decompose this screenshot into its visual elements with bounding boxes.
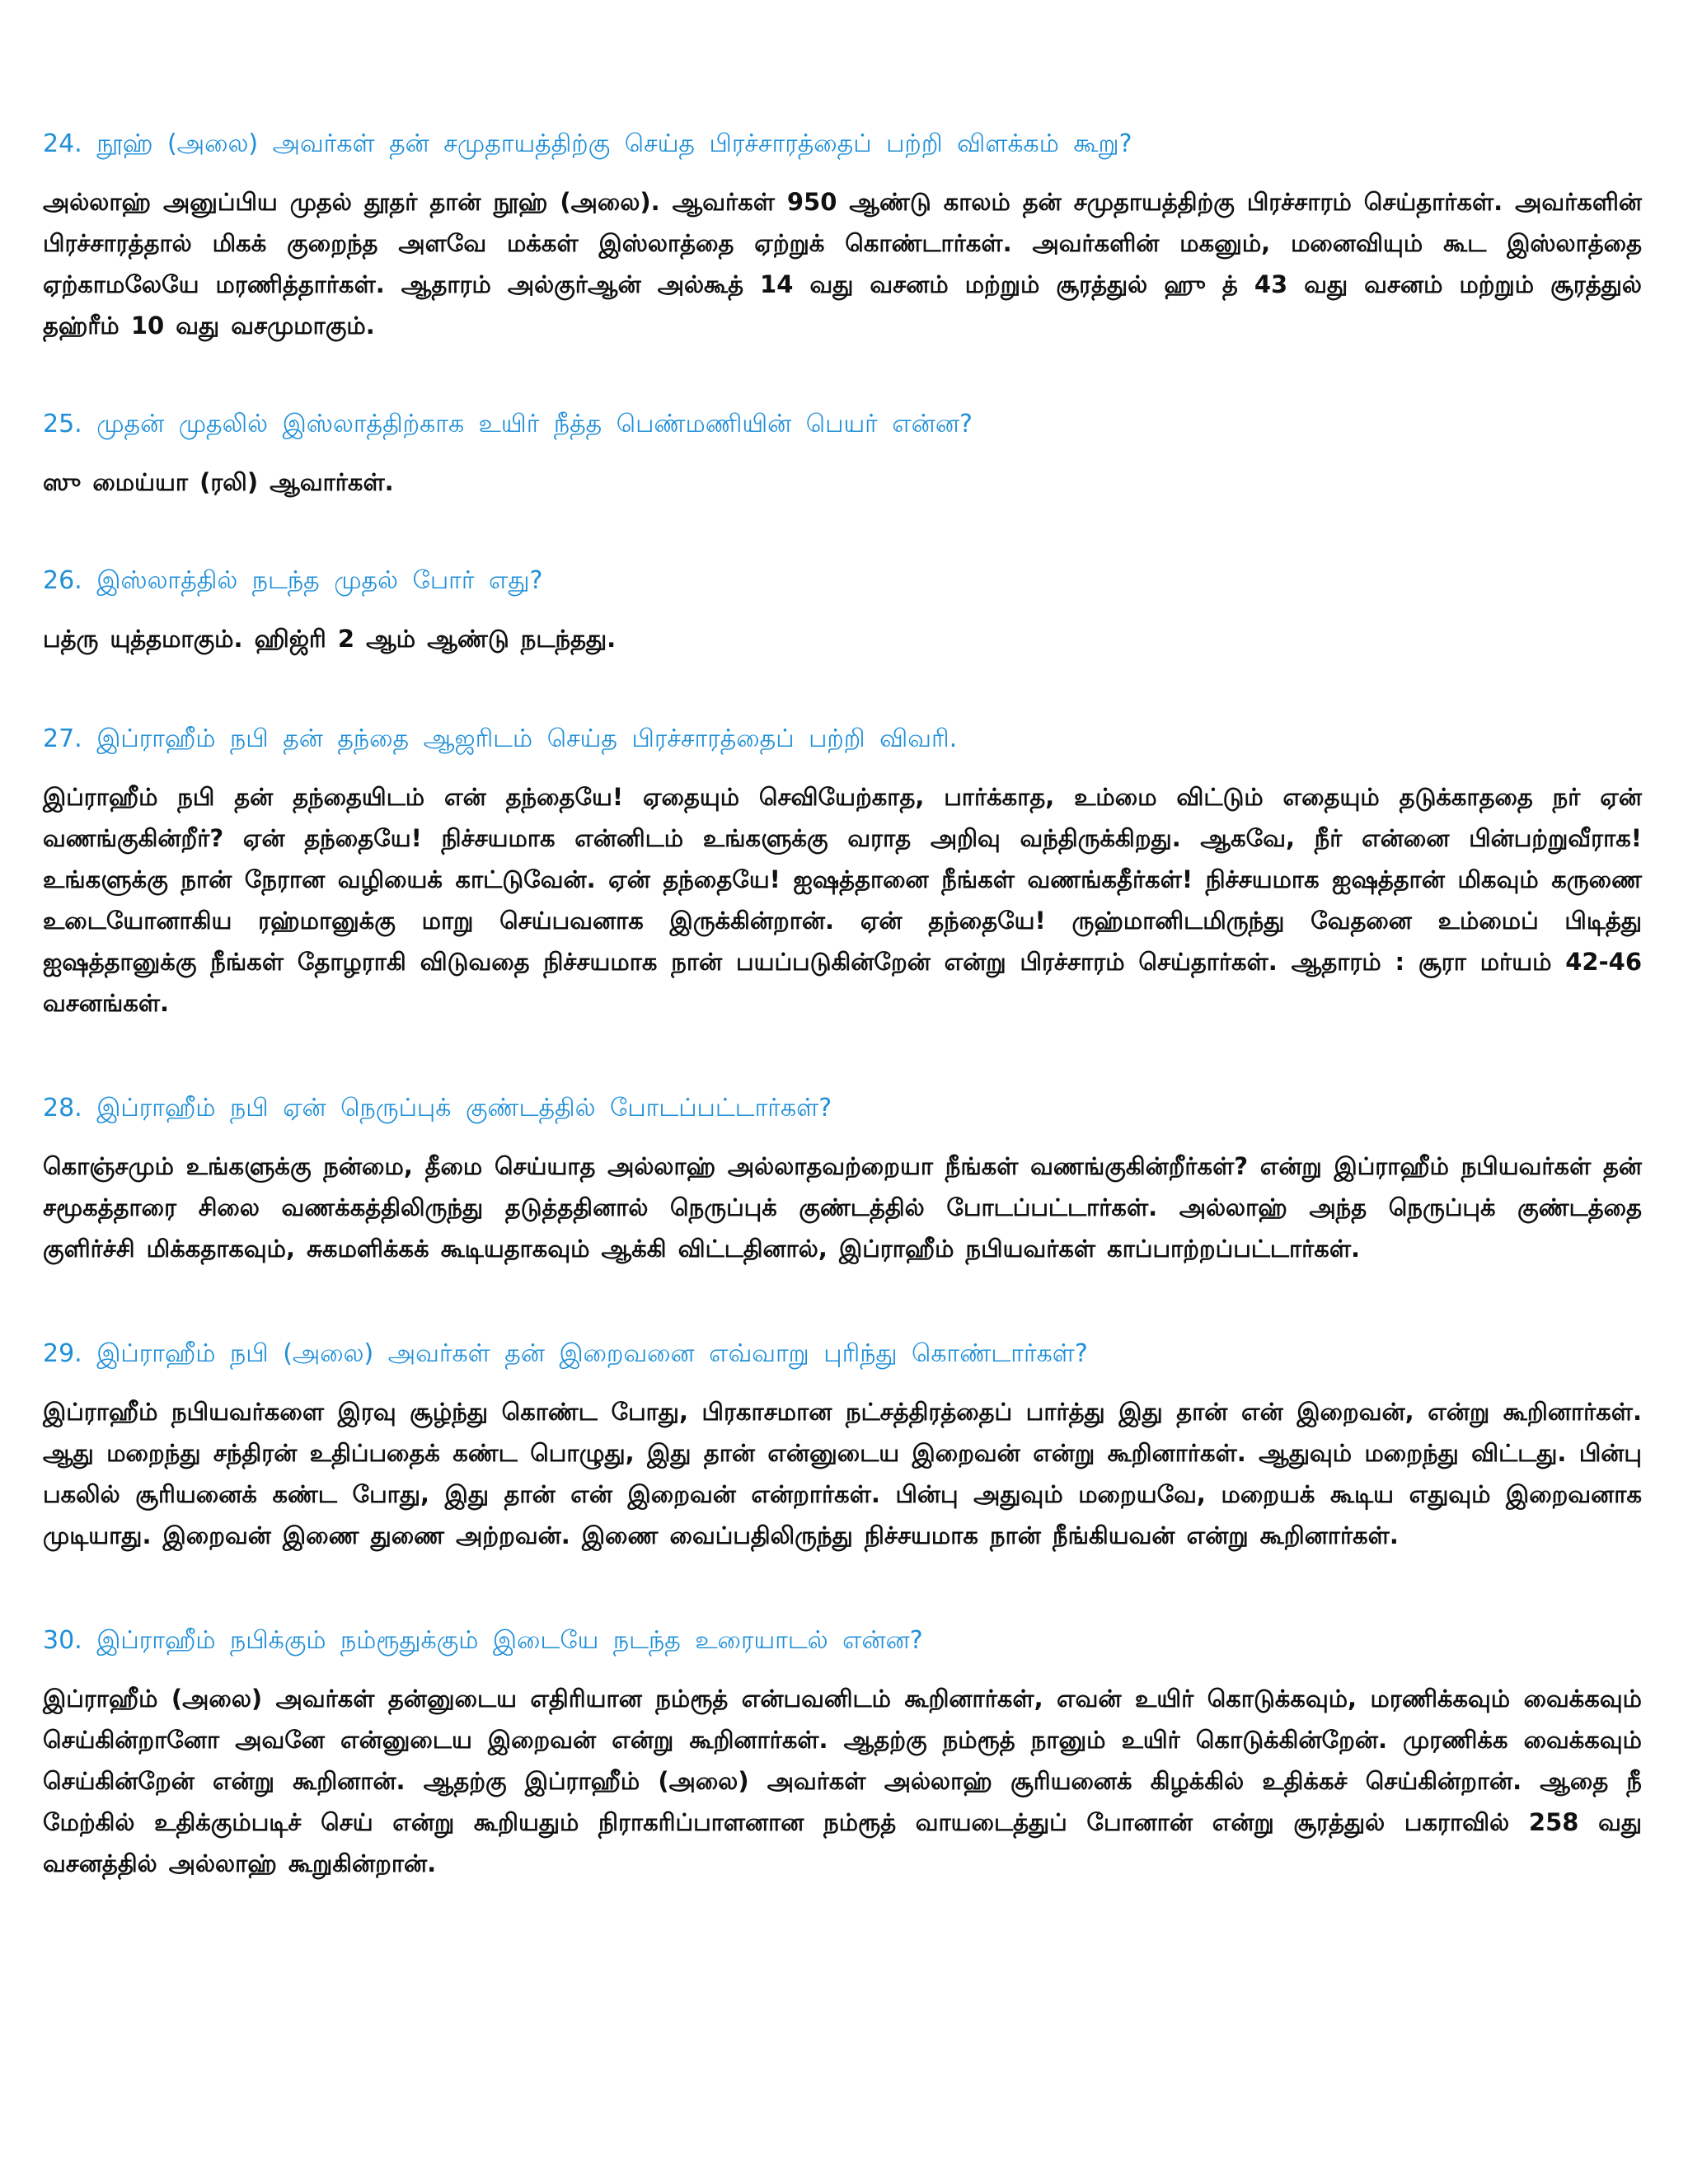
qa-block-29 [43,1333,1642,1556]
question-29: 29. இப்ராஹீம் நபி (அலை) அவர்கள் தன் இறைவனை எவ்வாறு புரிந்து கொண்டார்கள்? [43,1339,1088,1368]
answer-30: இப்ராஹீம் (அலை) அவர்கள் தன்னுடைய எதிரியான நம்ரூத் என்பவனிடம் கூறினார்கள், எவன் உயிர் கொடுக்கவும், மரணிக்கவும் வைக்கவும் செய்கின்றானோ அவனே என்னுடைய இறைவன் என்று கூறினார்கள். ஆதற்கு நம்ரூத் நானும் உயிர் கொடுக்கின்றேன். முரணிக்க வைக்கவும் செய்கின்றேன் என்று கூறினான். ஆதற்கு இப்ராஹீம் (அலை) அவர்கள் அல்லாஹ் சூரியனைக் கிழக்கில் உதிக்கச் செய்கின்றான். ஆதை நீ மேற்கில் உதிக்கும்படிச் செய் என்று கூறியதும் நிராகரிப்பாளனான நம்ரூத் வாயடைத்துப் போனான் என்று சூரத்துல் பகராவில் 258 வது வசனத்தில் அல்லாஹ் கூறுகின்றான். [43,1685,1642,1877]
question-25: 25. முதன் முதலில் இஸ்லாத்திற்காக உயிர் நீத்த பெண்மணியின் பெயர் என்ன? [43,410,973,438]
answer-25: ஸு மைய்யா (ரலி) ஆவார்கள். [43,468,394,496]
answer-28: கொஞ்சமும் உங்களுக்கு நன்மை, தீமை செய்யாத அல்லாஹ் அல்லாதவற்றையா நீங்கள் வணங்குகின்றீர்கள்? என்று இப்ராஹீம் நபியவர்கள் தன் சமூகத்தாரை சிலை வணக்கத்திலிருந்து தடுத்ததினால் நெருப்புக் குண்டத்தில் போடப்பட்டார்கள். அல்லாஹ் அந்த நெருப்புக் குண்டத்தை குளிர்ச்சி மிக்கதாகவும், சுகமளிக்கக் கூடியதாகவும் ஆக்கி விட்டதினால், இப்ராஹீம் நபியவர்கள் காப்பாற்றப்பட்டார்கள். [43,1152,1642,1263]
answer-29: இப்ராஹீம் நபியவர்களை இரவு சூழ்ந்து கொண்ட போது, பிரகாசமான நட்சத்திரத்தைப் பார்த்து இது தான் என் இறைவன், என்று கூறினார்கள். ஆது மறைந்து சந்திரன் உதிப்பதைக் கண்ட பொழுது, இது தான் என்னுடைய இறைவன் என்று கூறினார்கள். ஆதுவும் மறைந்து விட்டது. பின்பு பகலில் சூரியனைக் கண்ட போது, இது தான் என் இறைவன் என்றார்கள். பின்பு அதுவும் மறையவே, மறையக் கூடிய எதுவும் இறைவனாக முடியாது. இறைவன் இணை துணை அற்றவன். இணை வைப்பதிலிருந்து நிச்சயமாக நான் நீங்கியவன் என்று கூறினார்கள். [43,1398,1642,1549]
qa-block-28 [43,1088,1642,1269]
question-30: 30. இப்ராஹீம் நபிக்கும் நம்ரூதுக்கும் இடையே நடந்த உரையாடல் என்ன? [43,1626,923,1655]
document-page [43,124,1642,1884]
qa-block-30 [43,1620,1642,1884]
qa-block-24 [43,124,1642,346]
qa-block-26 [43,560,1642,659]
qa-block-25 [43,404,1642,503]
answer-27: இப்ராஹீம் நபி தன் தந்தையிடம் என் தந்தையே! ஏதையும் செவியேற்காத, பார்க்காத, உம்மை விட்டும் எதையும் தடுக்காததை நர் ஏன் வணங்குகின்றீர்? ஏன் தந்தையே! நிச்சயமாக என்னிடம் உங்களுக்கு வராத அறிவு வந்திருக்கிறது. ஆகவே, நீர் என்னை பின்பற்றுவீராக! உங்களுக்கு நான் நேரான வழியைக் காட்டுவேன். ஏன் தந்தையே! ஐஷத்தானை நீங்கள் வணங்கதீர்கள்! நிச்சயமாக ஐஷத்தான் மிகவும் கருணை உடையோனாகிய ரஹ்மானுக்கு மாறு செய்பவனாக இருக்கின்றான். ஏன் தந்தையே! ருஹ்மானிடமிருந்து வேதனை உம்மைப் பிடித்து ஐஷத்தானுக்கு நீங்கள் தோழராகி விடுவதை நிச்சயமாக நான் பயப்படுகின்றேன் என்று பிரச்சாரம் செய்தார்கள். ஆதாரம் : சூரா மர்யம் 42-46 வசனங்கள். [43,783,1642,1017]
question-27: 27. இப்ராஹீம் நபி தன் தந்தை ஆஜரிடம் செய்த பிரச்சாரத்தைப் பற்றி விவரி. [43,724,958,753]
answer-24: அல்லாஹ் அனுப்பிய முதல் தூதர் தான் நூஹ் (அலை). ஆவர்கள் 950 ஆண்டு காலம் தன் சமுதாயத்திற்கு பிரச்சாரம் செய்தார்கள். அவர்களின் பிரச்சாரத்தால் மிகக் குறைந்த அளவே மக்கள் இஸ்லாத்தை ஏற்றுக் கொண்டார்கள். அவர்களின் மகனும், மனைவியும் கூட இஸ்லாத்தை ஏற்காமலேயே மரணித்தார்கள். ஆதாரம் அல்குர்ஆன் அல்கூத் 14 வது வசனம் மற்றும் சூரத்துல் ஹு த் 43 வது வசனம் மற்றும் சூரத்துல் தஹ்ரீம் 10 வது வசமுமாகும். [43,188,1642,340]
question-28: 28. இப்ராஹீம் நபி ஏன் நெருப்புக் குண்டத்தில் போடப்பட்டார்கள்? [43,1094,832,1122]
question-26: 26. இஸ்லாத்தில் நடந்த முதல் போர் எது? [43,566,543,595]
answer-26: பத்ரு யுத்தமாகும். ஹிஜ்ரி 2 ஆம் ஆண்டு நடந்தது. [43,625,617,653]
qa-block-27 [43,719,1642,1024]
question-24: 24. நூஹ் (அலை) அவர்கள் தன் சமுதாயத்திற்கு செய்த பிரச்சாரத்தைப் பற்றி விளக்கம் கூறு? [43,129,1132,158]
